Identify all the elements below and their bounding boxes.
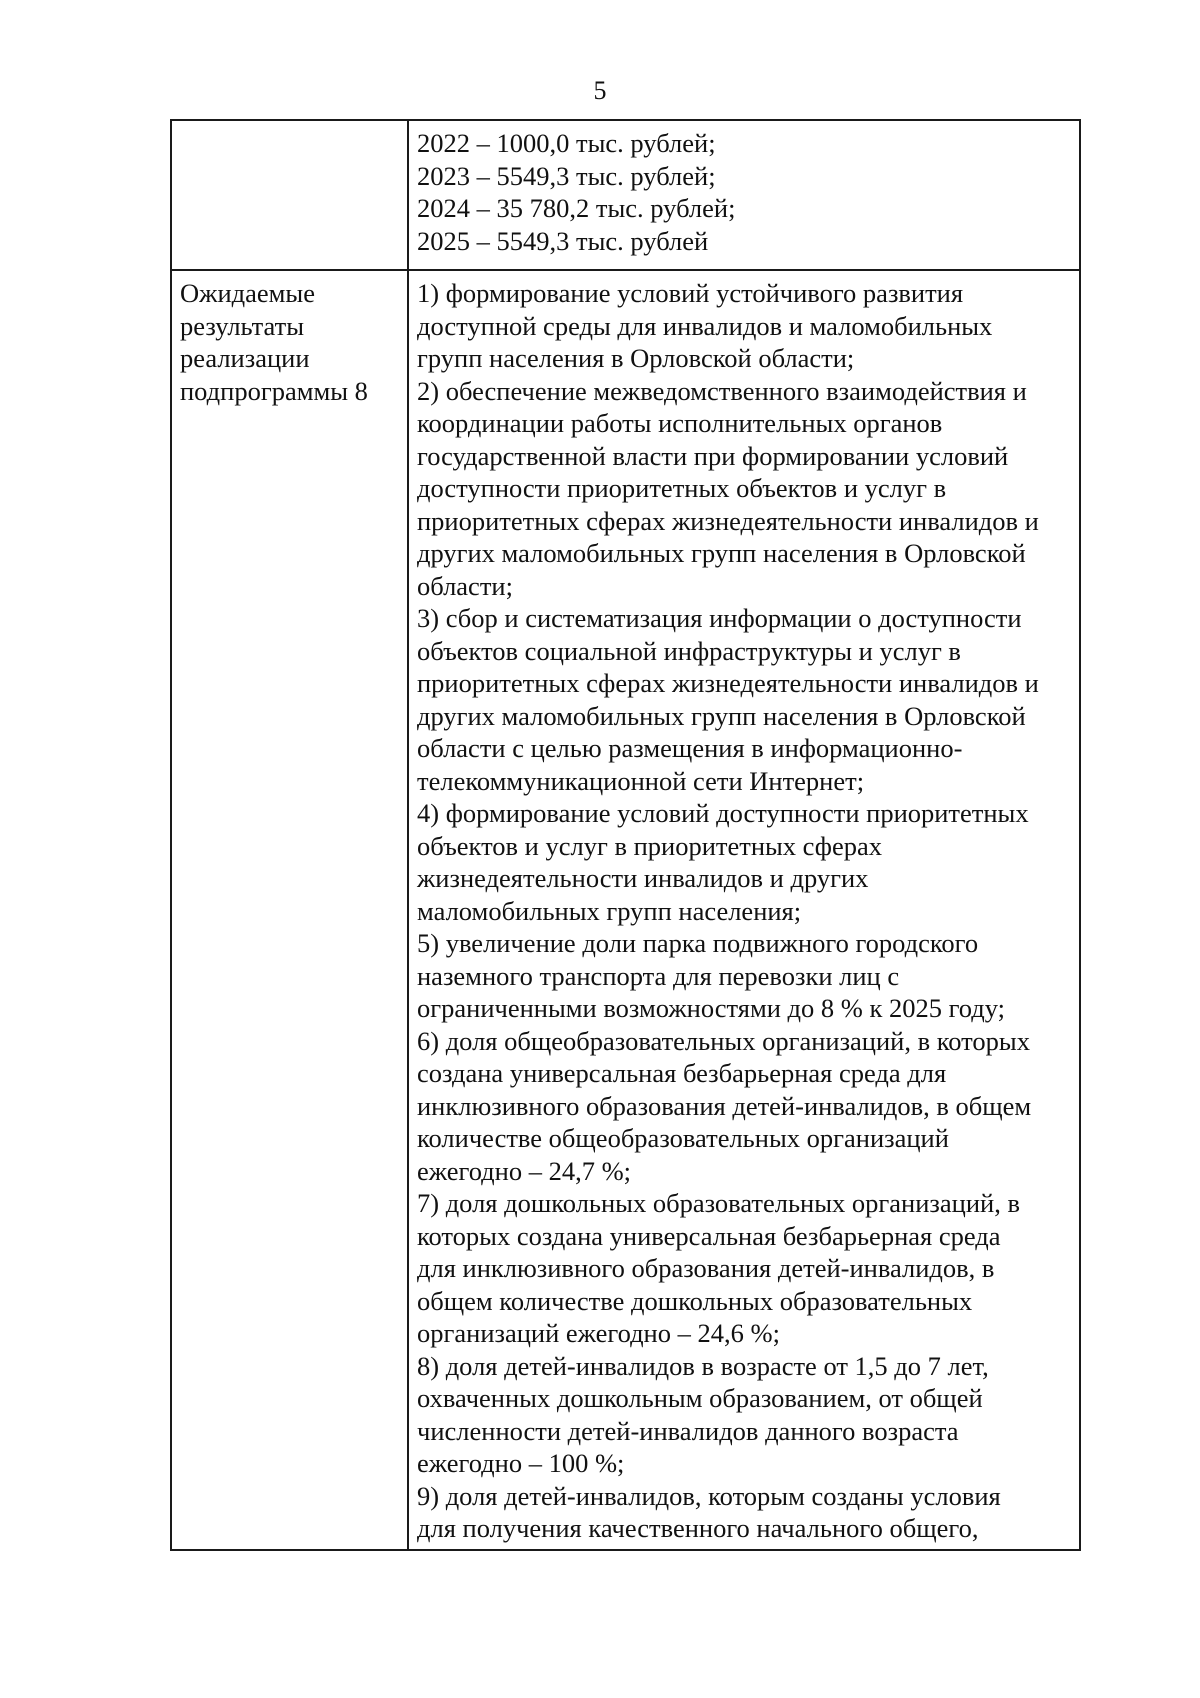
result-line: объектов и услуг в приоритетных сферах	[417, 830, 882, 861]
result-line: государственной власти при формировании условий	[417, 440, 1009, 471]
result-line: области;	[417, 570, 513, 601]
page-number: 5	[593, 76, 607, 105]
result-line: ежегодно – 24,7 %;	[417, 1155, 632, 1186]
funding-line: 2025 – 5549,3 тыс. рублей	[417, 225, 709, 256]
result-line: для инклюзивного образования детей-инвалидов, в	[417, 1253, 995, 1283]
result-line: приоритетных сферах жизнедеятельности инвалидов и	[417, 668, 1039, 698]
funding-line: 2023 – 5549,3 тыс. рублей;	[417, 160, 716, 191]
result-line: которых создана универсальная безбарьерная среда	[417, 1220, 1001, 1251]
results-label-line: результаты	[180, 310, 304, 341]
results-label-cell	[171, 270, 408, 1550]
result-line: 2) обеспечение межведомственного взаимодействия и	[417, 375, 1027, 406]
funding-line: 2024 – 35 780,2 тыс. рублей;	[417, 193, 736, 223]
funding-label-cell	[171, 120, 408, 270]
result-line: инклюзивного образования детей-инвалидов, в общем	[417, 1090, 1032, 1121]
result-line: организаций ежегодно – 24,6 %;	[417, 1318, 780, 1348]
result-line: 7) доля дошкольных образовательных организаций, в	[417, 1188, 1020, 1218]
result-line: объектов социальной инфраструктуры и услуг в	[417, 635, 961, 666]
result-line: 4) формирование условий доступности приоритетных	[417, 798, 1029, 828]
result-line: доступной среды для инвалидов и маломобильных	[417, 310, 993, 341]
result-line: области с целью размещения в информационно-	[417, 733, 963, 763]
result-line: 1) формирование условий устойчивого развития	[417, 278, 964, 308]
result-line: 9) доля детей-инвалидов, которым созданы условия	[417, 1480, 1001, 1511]
result-line: координации работы исполнительных органов	[417, 408, 943, 438]
funding-line: 2022 – 1000,0 тыс. рублей;	[417, 128, 716, 158]
result-line: для получения качественного начального общего,	[417, 1513, 979, 1543]
result-line: других маломобильных групп населения в Орловской	[417, 700, 1026, 731]
program-passport-table	[170, 119, 1081, 1551]
result-line: 5) увеличение доли парка подвижного городского	[417, 928, 979, 958]
results-label-line: Ожидаемые	[180, 278, 315, 308]
table-row-expected-results	[171, 270, 1080, 1550]
result-line: ограниченными возможностями до 8 % к 2025 году;	[417, 993, 1006, 1023]
result-line: приоритетных сферах жизнедеятельности инвалидов и	[417, 505, 1039, 536]
result-line: маломобильных групп населения;	[417, 895, 802, 926]
result-line: жизнедеятельности инвалидов и других	[417, 863, 869, 893]
results-label-line: подпрограммы 8	[180, 375, 368, 406]
results-value-cell	[408, 270, 1080, 1550]
result-line: 8) доля детей-инвалидов в возрасте от 1,5 до 7 лет,	[417, 1350, 989, 1381]
result-line: создана универсальная безбарьерная среда для	[417, 1058, 947, 1088]
result-line: других маломобильных групп населения в Орловской	[417, 538, 1026, 568]
result-line: ежегодно – 100 %;	[417, 1448, 625, 1478]
funding-value-cell	[408, 120, 1080, 270]
result-line: наземного транспорта для перевозки лиц с	[417, 960, 900, 991]
result-line: групп населения в Орловской области;	[417, 343, 855, 373]
result-line: телекоммуникационной сети Интернет;	[417, 765, 865, 796]
result-line: 3) сбор и систематизация информации о доступности	[417, 603, 1022, 633]
results-label-line: реализации	[180, 343, 310, 373]
result-line: численности детей-инвалидов данного возраста	[417, 1415, 959, 1446]
result-line: 6) доля общеобразовательных организаций, в которых	[417, 1025, 1030, 1056]
table-row-funding	[171, 120, 1080, 270]
result-line: количестве общеобразовательных организаций	[417, 1123, 949, 1153]
result-line: общем количестве дошкольных образовательных	[417, 1285, 973, 1316]
result-line: охваченных дошкольным образованием, от общей	[417, 1383, 983, 1413]
result-line: доступности приоритетных объектов и услуг в	[417, 473, 947, 503]
